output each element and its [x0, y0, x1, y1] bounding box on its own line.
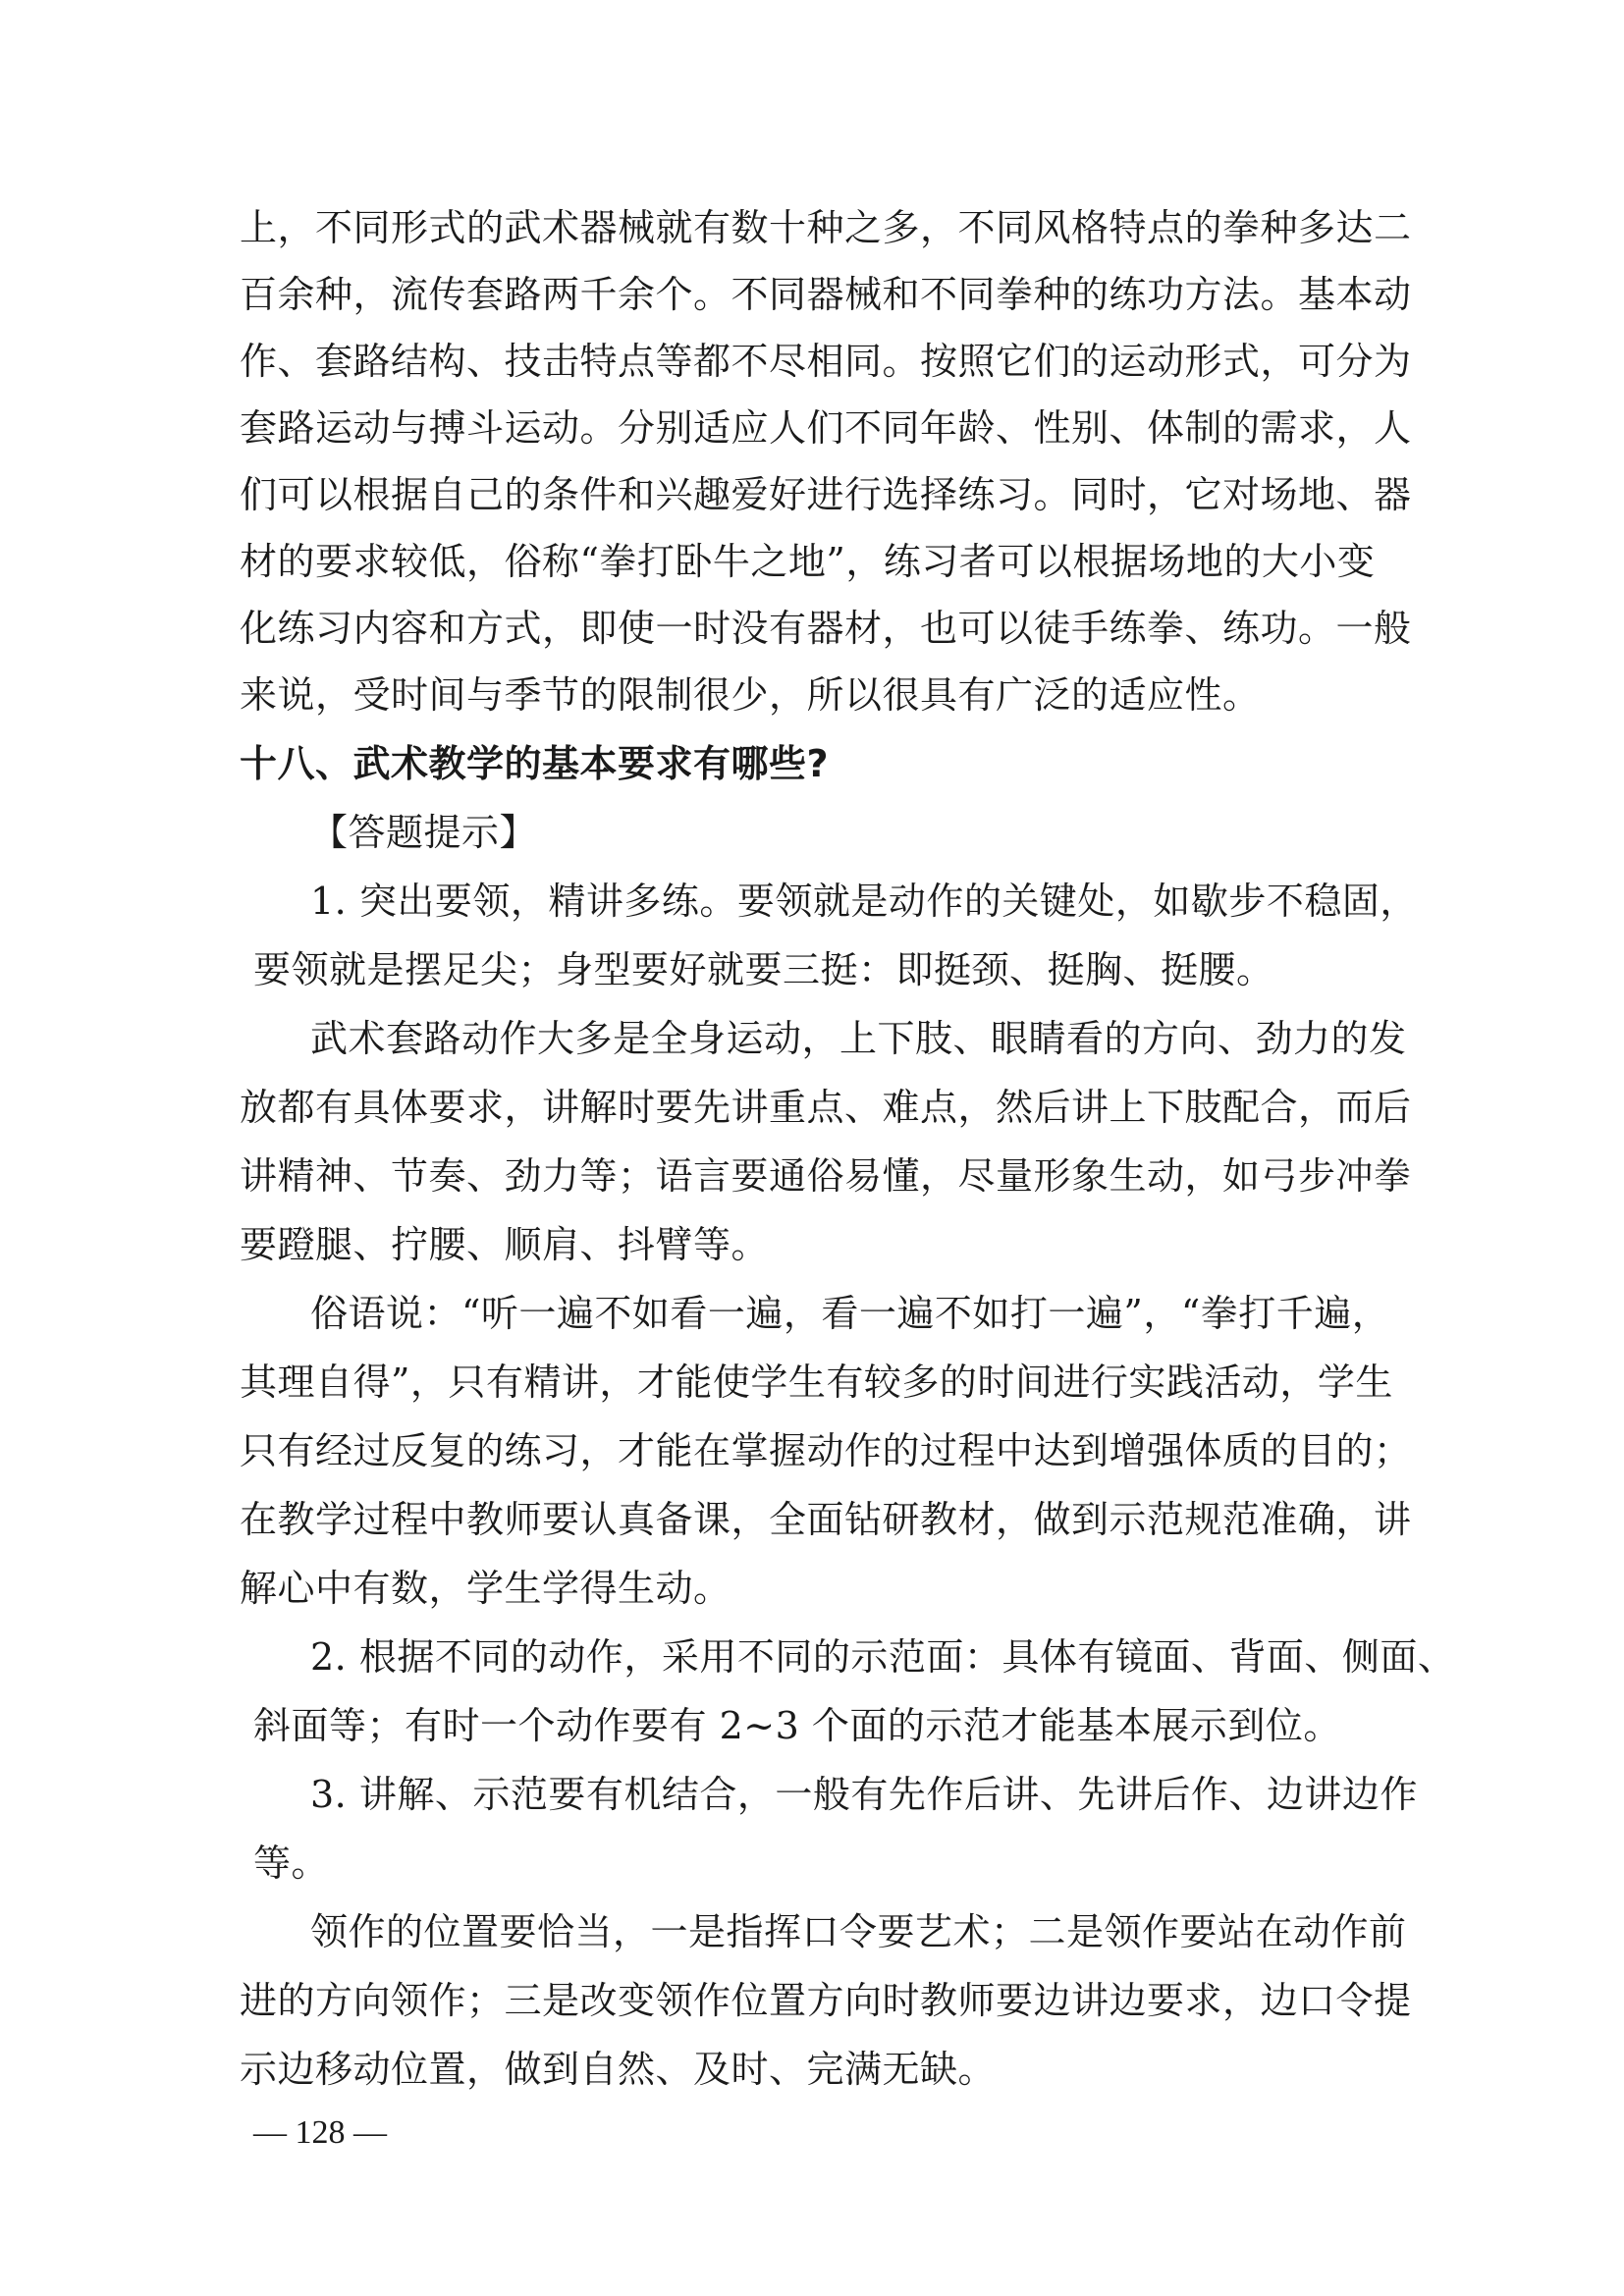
body-line: 们可以根据自己的条件和兴趣爱好进行选择练习。同时，它对场地、器 — [240, 473, 1412, 516]
body-line: 百余种，流传套路两千余个。不同器械和不同拳种的练功方法。基本动 — [240, 273, 1412, 316]
body-line: 讲精神、节奏、劲力等；语言要通俗易懂，尽量形象生动，如弓步冲拳 — [240, 1154, 1412, 1198]
body-line: 上，不同形式的武术器械就有数十种之多，不同风格特点的拳种多达二 — [240, 206, 1412, 249]
body-line: 示边移动位置，做到自然、及时、完满无缺。 — [240, 2048, 997, 2091]
body-line: 其理自得”，只有精讲，才能使学生有较多的时间进行实践活动，学生 — [240, 1361, 1393, 1404]
body-line: 套路运动与搏斗运动。分别适应人们不同年龄、性别、体制的需求，人 — [240, 406, 1412, 450]
body-line: 来说，受时间与季节的限制很少，所以很具有广泛的适应性。 — [240, 673, 1261, 717]
body-line: 作、套路结构、技击特点等都不尽相同。按照它们的运动形式，可分为 — [240, 340, 1412, 383]
body-line: 放都有具体要求，讲解时要先讲重点、难点，然后讲上下肢配合，而后 — [240, 1086, 1412, 1129]
body-line: 要蹬腿、拧腰、顺肩、抖臂等。 — [240, 1223, 770, 1266]
body-line: 化练习内容和方式，即使一时没有器材，也可以徒手练拳、练功。一般 — [240, 607, 1412, 650]
body-line: 等。 — [253, 1842, 330, 1885]
body-line: 在教学过程中教师要认真备课，全面钻研教材，做到示范规范准确，讲 — [240, 1498, 1412, 1541]
body-line: 解心中有数，学生学得生动。 — [240, 1567, 731, 1610]
body-line: 3. 讲解、示范要有机结合，一般有先作后讲、先讲后作、边讲边作 — [310, 1773, 1418, 1816]
body-line: 只有经过反复的练习，才能在掌握动作的过程中达到增强体质的目的； — [240, 1429, 1412, 1472]
body-line: 领作的位置要恰当，一是指挥口令要艺术；二是领作要站在动作前 — [310, 1910, 1407, 1953]
body-line: 进的方向领作；三是改变领作位置方向时教师要边讲边要求，边口令提 — [240, 1979, 1412, 2022]
body-line: 材的要求较低，俗称“拳打卧牛之地”，练习者可以根据场地的大小变 — [240, 540, 1376, 583]
section-heading: 十八、武术教学的基本要求有哪些? — [240, 742, 830, 785]
body-line: 武术套路动作大多是全身运动，上下肢、眼睛看的方向、劲力的发 — [310, 1017, 1407, 1060]
body-line: 俗语说：“听一遍不如看一遍，看一遍不如打一遍”，“拳打千遍， — [310, 1292, 1390, 1335]
body-line: 要领就是摆足尖；身型要好就要三挺：即挺颈、挺胸、挺腰。 — [253, 948, 1274, 991]
body-line: 1. 突出要领，精讲多练。要领就是动作的关键处，如歇步不稳固， — [310, 880, 1418, 923]
body-line: 斜面等；有时一个动作要有 2~3 个面的示范才能基本展示到位。 — [253, 1704, 1341, 1747]
answer-hint-label: 【答题提示】 — [310, 811, 538, 854]
page-number: — 128 — — [253, 2114, 387, 2151]
body-line: 2. 根据不同的动作，采用不同的示范面：具体有镜面、背面、侧面、 — [310, 1635, 1456, 1679]
